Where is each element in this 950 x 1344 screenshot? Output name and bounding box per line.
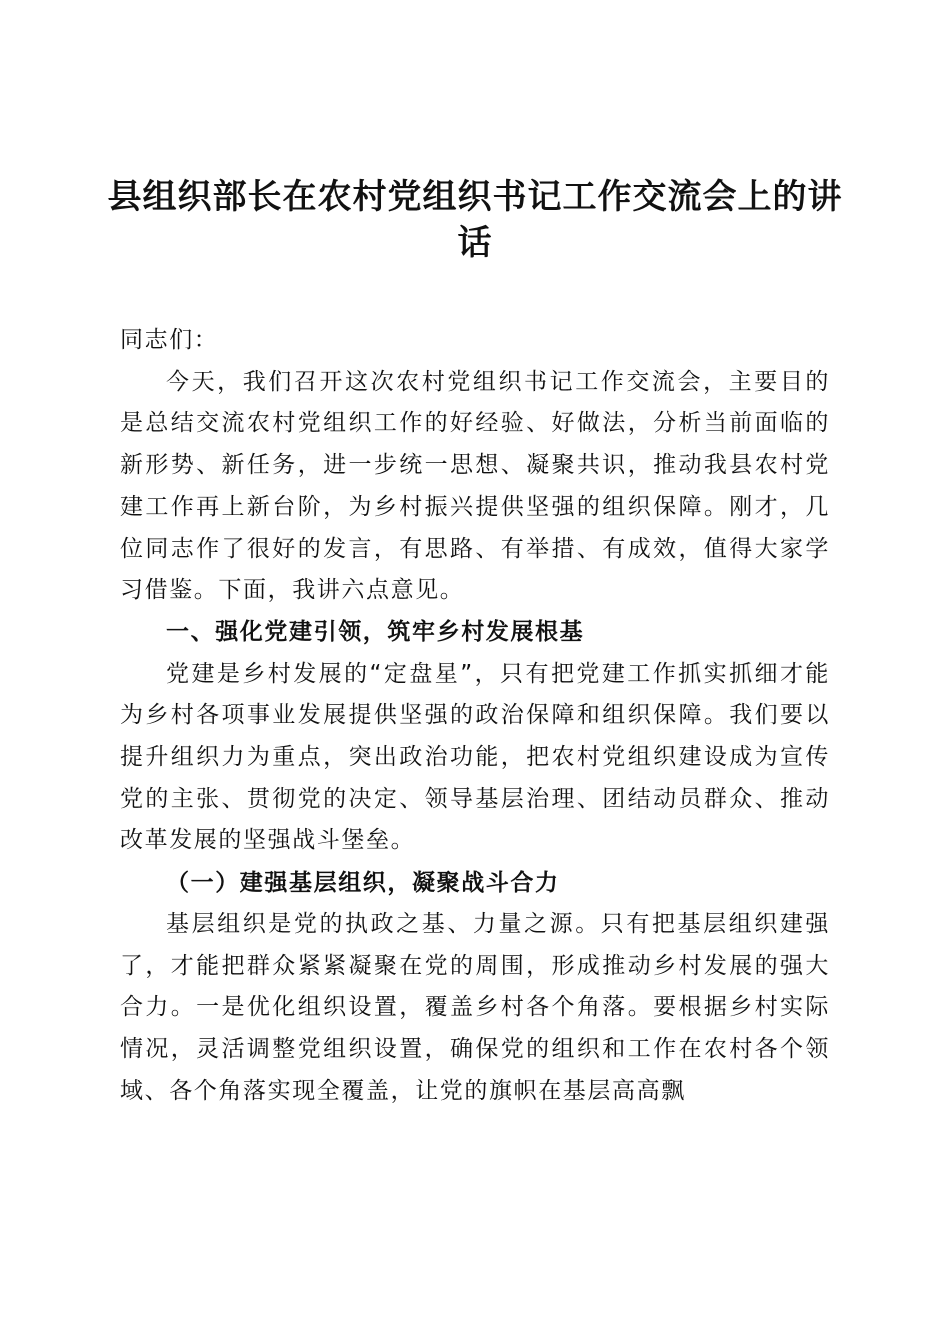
paragraph-intro: 今天，我们召开这次农村党组织书记工作交流会，主要目的是总结交流农村党组织工作的好经验、好做法，分析当前面临的新形势、新任务，进一步统一思想、凝聚共识，推动我县农村党建工作再上新台阶，为乡村振兴提供坚强的组织保障。刚才，几位同志作了很好的发言，有思路、有举措、有成效，值得大家学习借鉴。下面，我讲六点意见。: [120, 368, 830, 604]
section-heading-1: 一、强化党建引领，筑牢乡村发展根基: [166, 618, 585, 645]
document-title: 县组织部长在农村党组织书记工作交流会上的讲话: [107, 177, 843, 263]
paragraph-grassroots: 基层组织是党的执政之基、力量之源。只有把基层组织建强了，才能把群众紧紧凝聚在党的周围，形成推动乡村发展的强大合力。一是优化组织设置，覆盖乡村各个角落。要根据乡村实际情况，灵活调整党组织设置，确保党的组织和工作在农村各个领域、各个角落实现全覆盖，让党的旗帜在基层高高飘: [120, 910, 830, 1104]
document-body: [120, 320, 830, 1112]
subsection-heading-1: （一）建强基层组织，凝聚战斗合力: [166, 869, 560, 897]
paragraph-party-building: 党建是乡村发展的“定盘星”，只有把党建工作抓实抓细才能为乡村各项事业发展提供坚强的政治保障和组织保障。我们要以提升组织力为重点，突出政治功能，把农村党组织建设成为宣传党的主张、贯彻党的决定、领导基层治理、团结动员群众、推动改革发展的坚强战斗堡垒。: [120, 660, 830, 854]
salutation: 同志们：: [120, 327, 219, 353]
